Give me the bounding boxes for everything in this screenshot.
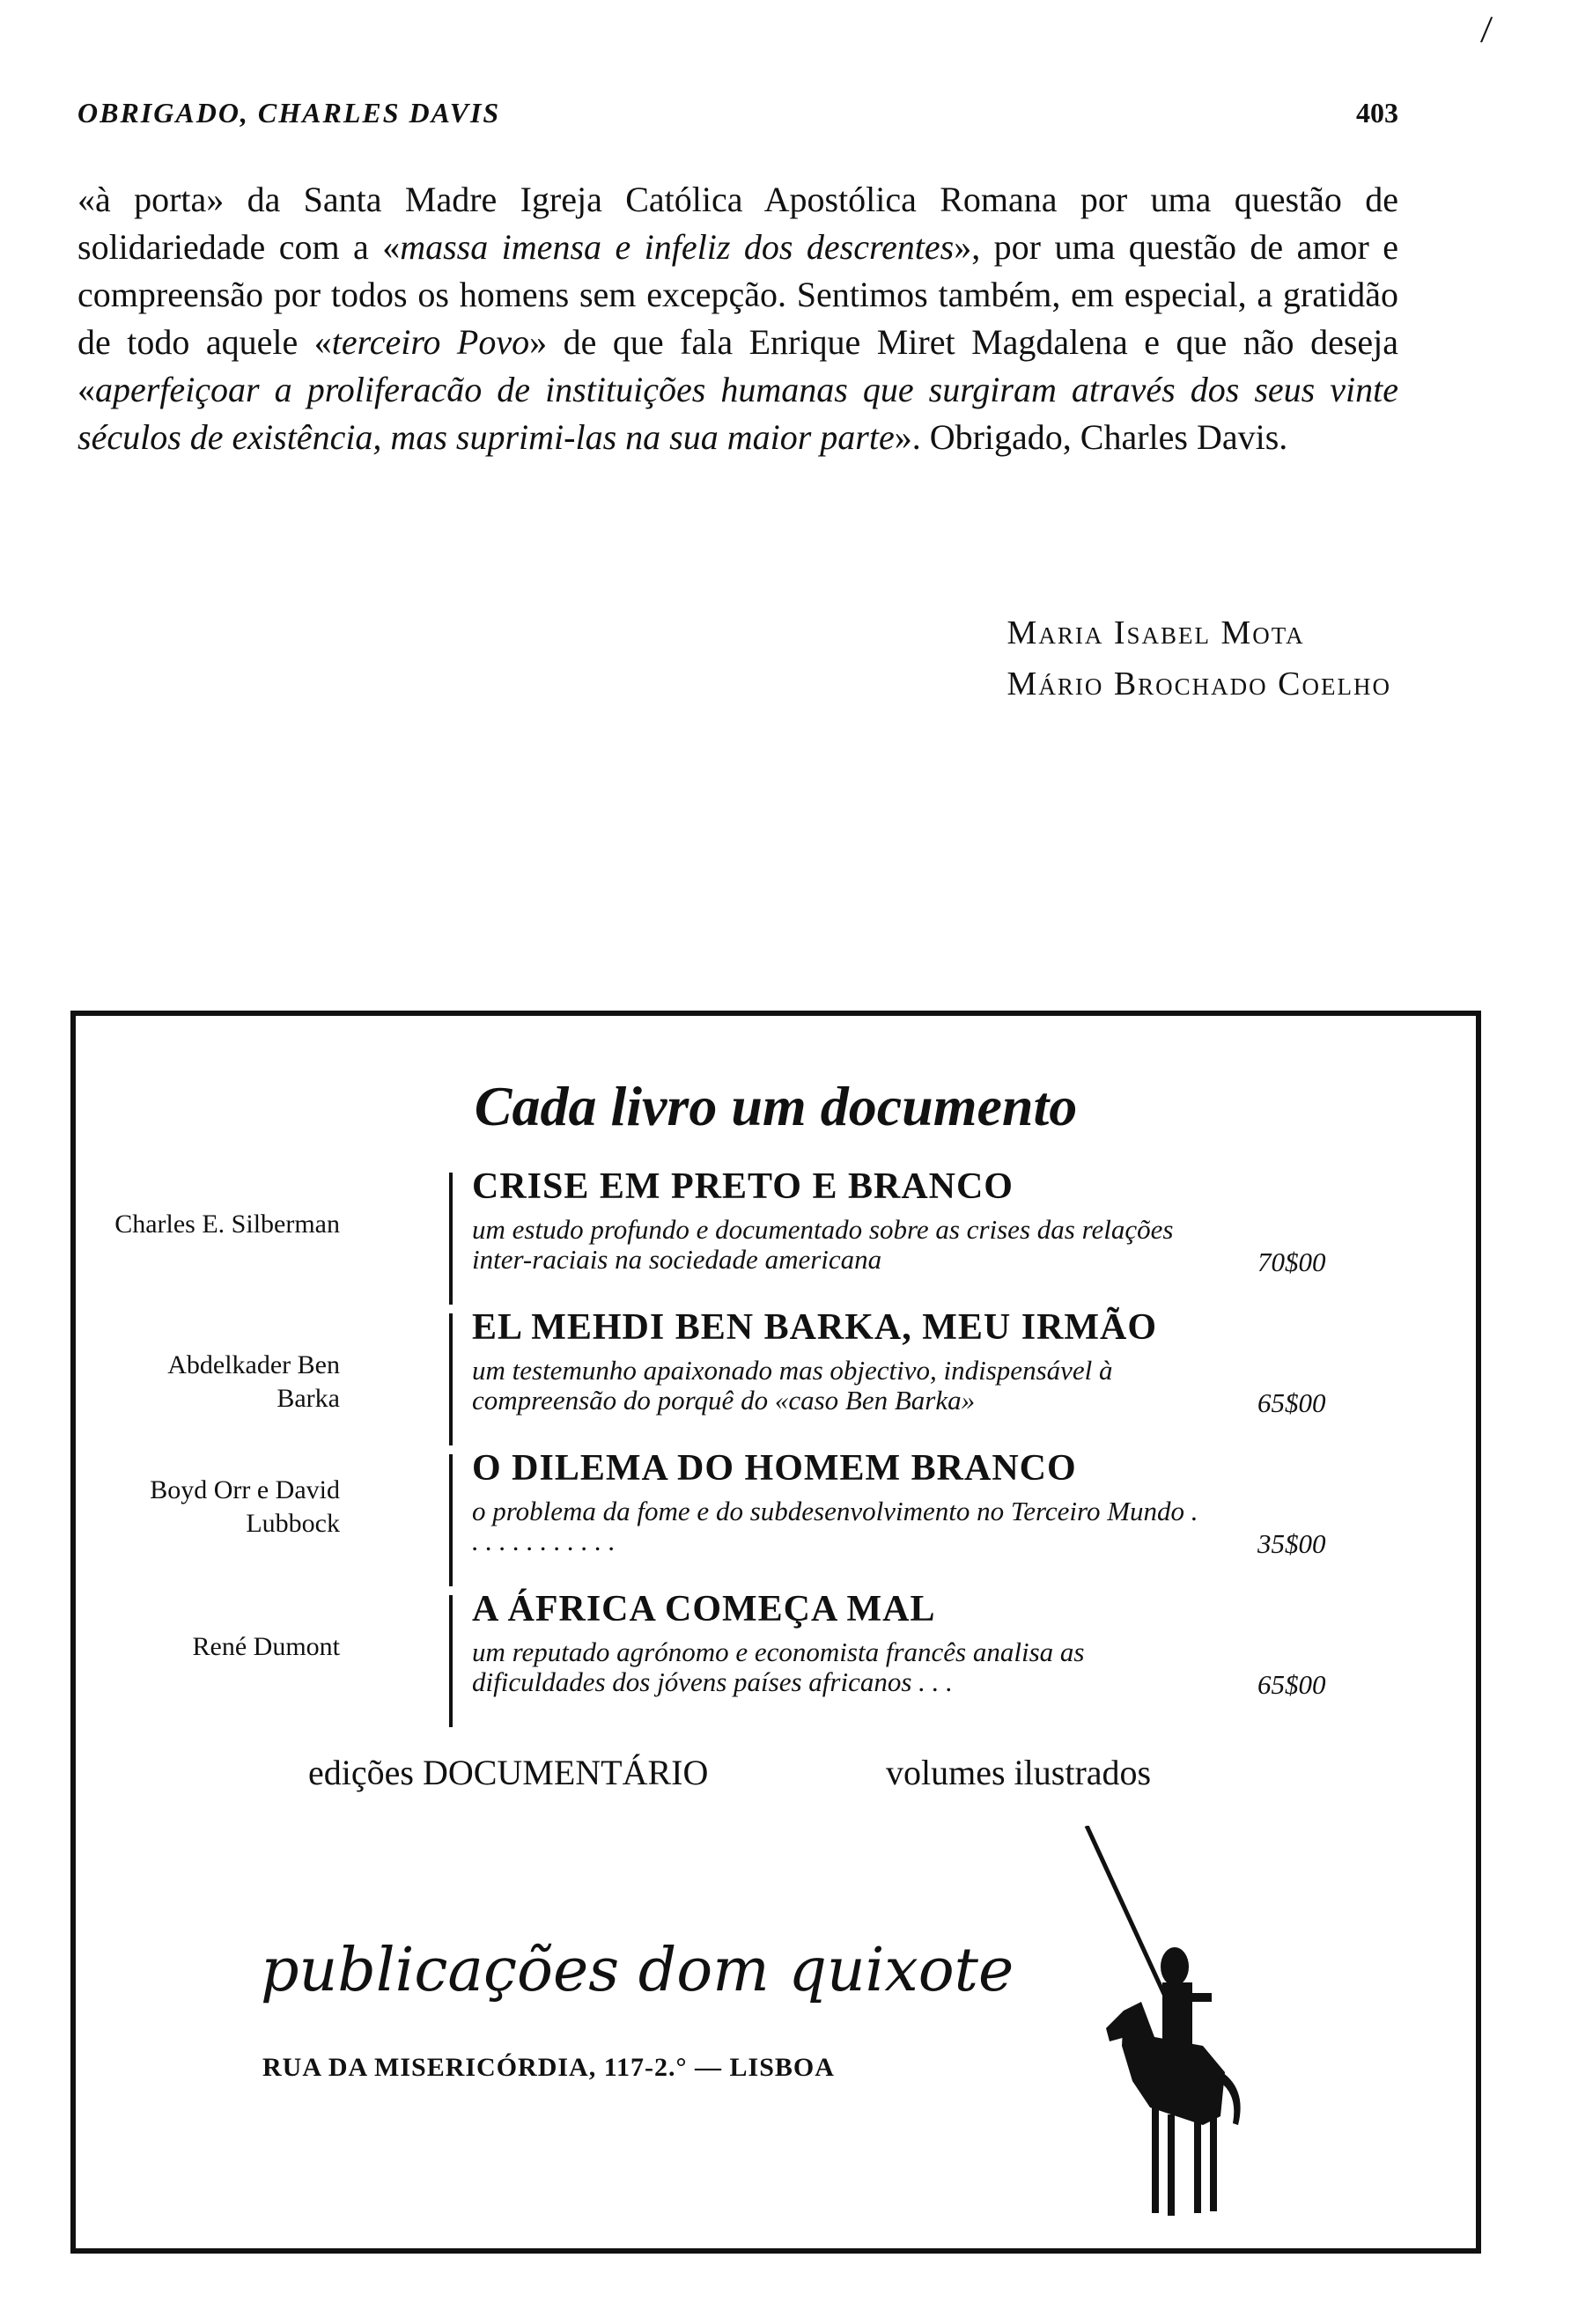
divider-bar [449, 1454, 453, 1586]
publisher-name: publicações dom quixote [261, 1936, 1014, 2005]
divider-bar [449, 1595, 453, 1727]
body-text-1: «à porta» da Santa Madre Igreja Católica Apostólica Romana por uma questão de solidariedade com a « [77, 180, 1398, 267]
book-author: René Dumont [192, 1632, 340, 1661]
book-entry [76, 1166, 1476, 1298]
book-title: A ÁFRICA COMEÇA MAL [472, 1589, 936, 1629]
signature-block [1007, 607, 1391, 710]
body-quote-3: aperfeiçoar a proliferacão de instituições humanas que surgiram através dos seus vinte séculos de existência, mas suprimi-las na sua maior parte [77, 370, 1398, 457]
corner-mark: / [1479, 7, 1493, 52]
book-entry [76, 1306, 1476, 1438]
book-description: um reputado agrónomo e economista francês analisa as dificuldades dos jóvens países africanos . . . [472, 1636, 1085, 1697]
page-number: 403 [1356, 97, 1398, 129]
signature-1: Maria Isabel Mota [1007, 614, 1305, 651]
book-price: 35$00 [1257, 1528, 1326, 1559]
divider-bar [449, 1173, 453, 1305]
book-price: 70$00 [1257, 1247, 1326, 1277]
body-paragraph [77, 176, 1398, 461]
publisher-address: RUA DA MISERICÓRDIA, 117-2.° — LISBOA [262, 2053, 835, 2082]
book-description: um estudo profundo e documentado sobre as crises das relações inter-raciais na sociedade americana [472, 1214, 1174, 1275]
ad-title: Cada livro um documento [474, 1075, 1078, 1137]
divider-bar [449, 1313, 453, 1445]
book-title: CRISE EM PRETO E BRANCO [472, 1166, 1014, 1207]
book-description: um testemunho apaixonado mas objectivo, indispensável à compreensão do porquê do «caso Ben Barka» [472, 1355, 1113, 1416]
body-text-2: », por uma questão de amor e compreensão por todos os homens sem excepção. Sentimos também, em especial, a gratidão de todo aquele « [77, 227, 1398, 362]
book-author: Charles E. Silberman [114, 1210, 340, 1239]
book-title: O DILEMA DO HOMEM BRANCO [472, 1448, 1077, 1489]
book-entry [76, 1447, 1476, 1579]
body-quote-1: massa imensa e infeliz dos descrentes [400, 227, 955, 267]
advertisement-box [70, 1011, 1481, 2254]
volumes-label: volumes ilustrados [886, 1753, 1152, 1792]
running-head [77, 97, 1398, 150]
book-author: Abdelkader Ben Barka [167, 1350, 340, 1413]
book-entry [76, 1588, 1476, 1720]
editions-label: edições DOCUMENTÁRIO [308, 1753, 709, 1792]
book-price: 65$00 [1257, 1669, 1326, 1700]
body-quote-2: terceiro Povo [331, 322, 530, 362]
running-head-title: OBRIGADO, CHARLES DAVIS [77, 97, 501, 129]
body-text-4: ». Obrigado, Charles Davis. [894, 417, 1288, 457]
book-price: 65$00 [1257, 1387, 1326, 1418]
book-description: o problema da fome e do subdesenvolvimento no Terceiro Mundo . . . . . . . . . . . . [472, 1496, 1198, 1556]
don-quixote-logo-icon [1071, 1826, 1265, 2231]
book-author: Boyd Orr e David Lubbock [150, 1475, 340, 1538]
book-title: EL MEHDI BEN BARKA, MEU IRMÃO [472, 1307, 1158, 1348]
signature-2: Mário Brochado Coelho [1007, 666, 1391, 702]
body-text-3: » de que fala Enrique Miret Magdalena e que não deseja « [77, 322, 1399, 409]
